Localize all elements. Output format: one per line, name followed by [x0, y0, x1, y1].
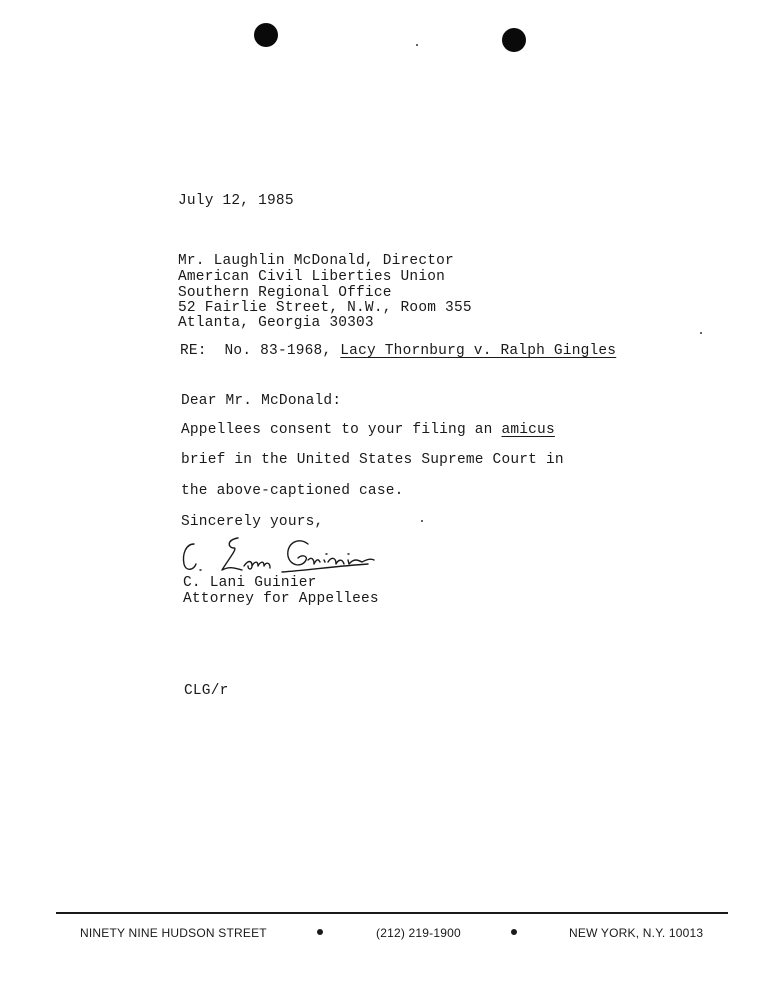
address-line: Atlanta, Georgia 30303	[178, 315, 374, 331]
footer-bullet	[511, 929, 517, 935]
handwritten-signature	[178, 530, 408, 578]
signer-name: C. Lani Guinier	[183, 575, 317, 591]
amicus-word: amicus	[501, 422, 555, 438]
reference-initials: CLG/r	[184, 683, 229, 699]
address-line: Mr. Laughlin McDonald, Director	[178, 253, 454, 269]
footer-city: NEW YORK, N.Y. 10013	[569, 926, 704, 940]
letter-date: July 12, 1985	[178, 193, 294, 209]
re-number: No. 83-1968,	[224, 343, 332, 359]
footer-bullet	[317, 929, 323, 935]
footer-street: NINETY NINE HUDSON STREET	[80, 926, 267, 940]
punch-hole-left	[254, 23, 278, 47]
body-text: Appellees consent to your filing an	[181, 422, 502, 438]
footer-rule	[56, 912, 728, 914]
re-label: RE:	[180, 343, 207, 359]
closing: Sincerely yours,	[181, 514, 324, 530]
scan-speck	[700, 332, 702, 334]
body-line: brief in the United States Supreme Court in	[181, 452, 564, 468]
signer-title: Attorney for Appellees	[183, 591, 379, 607]
address-line: 52 Fairlie Street, N.W., Room 355	[178, 300, 472, 316]
address-line: Southern Regional Office	[178, 285, 392, 301]
re-line	[180, 343, 616, 359]
body-line: the above-captioned case.	[181, 483, 404, 499]
re-case-name: Lacy Thornburg v. Ralph Gingles	[340, 343, 617, 359]
punch-hole-right	[502, 28, 526, 52]
salutation: Dear Mr. McDonald:	[181, 393, 342, 409]
footer-phone: (212) 219-1900	[376, 926, 461, 940]
address-line: American Civil Liberties Union	[178, 269, 446, 285]
scan-speck	[416, 44, 418, 46]
body-line	[181, 422, 555, 438]
scan-speck	[421, 520, 423, 522]
